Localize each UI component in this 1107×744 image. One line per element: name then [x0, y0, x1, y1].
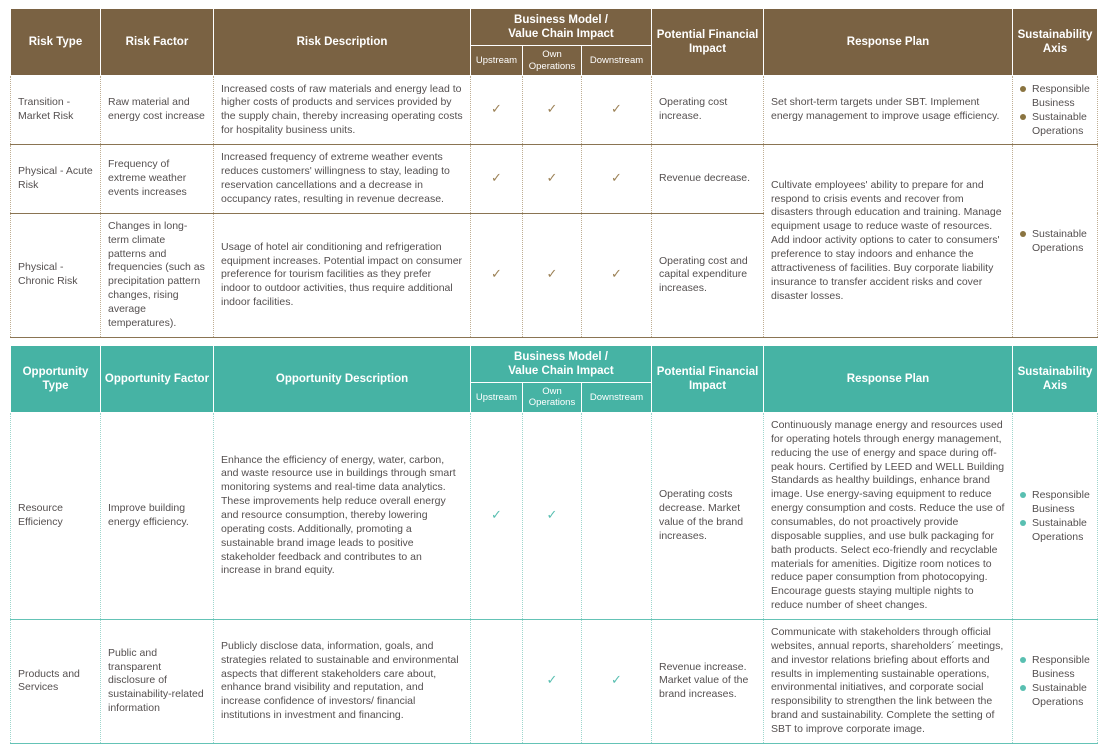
risk-table-header: [11, 9, 1098, 76]
check-icon: ✓: [491, 266, 502, 282]
check-icon: ✓: [491, 101, 502, 117]
risk-factor-cell: Changes in long-term climate patterns and frequencies (such as precipitation pattern changes, rising average temperatures).: [101, 213, 214, 337]
table-row: [11, 76, 1098, 145]
impact-group-line1: Business Model /: [514, 14, 608, 26]
impact-group-line1: Business Model /: [514, 350, 608, 363]
header-response-plan: Response Plan: [764, 9, 1013, 76]
own-operations-line2: Operations: [528, 60, 576, 72]
axis-item: Responsible Business: [1020, 653, 1090, 681]
financial-impact-cell: Revenue decrease.: [652, 145, 764, 213]
axis-item: Responsible Business: [1020, 82, 1090, 110]
header-risk-type: Risk Type: [11, 9, 101, 76]
check-icon: ✓: [546, 672, 558, 688]
own-operations-cell: [523, 619, 582, 743]
check-icon: ✓: [491, 507, 502, 523]
sustainability-axis-cell: [1013, 145, 1098, 337]
opportunity-type-cell: Products and Services: [11, 619, 101, 743]
check-icon: ✓: [546, 266, 558, 282]
risk-factor-cell: Raw material and energy cost increase: [101, 76, 214, 145]
impact-group-line2: Value Chain Impact: [508, 364, 614, 377]
upstream-cell: [471, 145, 523, 213]
header-own-operations: [523, 382, 582, 412]
axis-item: Sustainable Operations: [1020, 516, 1090, 544]
header-potential-financial-impact: [652, 345, 764, 412]
risk-table-body: [11, 76, 1098, 338]
header-response-plan: Response Plan: [764, 345, 1013, 412]
risk-type-cell: Transition - Market Risk: [11, 76, 101, 145]
financial-impact-cell: Operating cost increase.: [652, 76, 764, 145]
opportunity-factor-cell: Improve building energy efficiency.: [101, 412, 214, 619]
upstream-cell: [471, 213, 523, 337]
own-operations-cell: [523, 412, 582, 619]
response-plan-cell: Communicate with stakeholders through official websites, annual reports, shareholders´ meetings, and investor relations briefing about efforts and results in implementing sustainable operations, environmental initiatives, and corporate social responsibility to strengthen the link between the brand and sustainability. Complete the setting of SBT to improve corporate image.: [764, 619, 1013, 743]
header-upstream: Upstream: [471, 46, 523, 76]
axis-list: [1020, 653, 1090, 709]
opportunity-description-cell: Publicly disclose data, information, goals, and strategies related to sustainable and environmental aspects that different stakeholders care about, enhance brand visibility and reputation, and increase confidence of investors/ financial institutions in investment and financing.: [214, 619, 471, 743]
risk-description-cell: Increased costs of raw materials and energy lead to higher costs of products and services provided by the supply chain, thereby increasing operating costs for hospitality business units.: [214, 76, 471, 145]
table-separator: [10, 338, 1097, 345]
financial-line2: Impact: [688, 43, 727, 56]
axis-item: Sustainable Operations: [1020, 227, 1090, 255]
header-business-model-value-chain-impact: [471, 9, 652, 46]
check-icon: ✓: [611, 170, 622, 186]
climate-opportunity-table: [10, 345, 1098, 744]
response-plan-cell: Set short-term targets under SBT. Implement energy management to improve usage efficiency.: [764, 76, 1013, 145]
sustainability-axis-cell: [1013, 619, 1098, 743]
header-opportunity-type: [11, 345, 101, 412]
opportunity-table-header: [11, 345, 1098, 412]
risk-description-cell: Increased frequency of extreme weather events reduces customers' willingness to stay, leading to reservation cancellations and a decrease in occupancy rates, resulting in revenue decrease.: [214, 145, 471, 213]
axis-line1: Sustainability: [1017, 29, 1093, 42]
axis-line2: Axis: [1042, 379, 1068, 392]
header-own-operations: [523, 46, 582, 76]
opportunity-description-cell: Enhance the efficiency of energy, water, carbon, and waste resource use in buildings through smart monitoring systems and real-time data analytics. These improvements help reduce overall energy and resource consumption, thereby lowering operating costs. Additionally, promoting a sustainable brand image leads to positive stakeholder feedback and contributes to an increase in brand equity.: [214, 412, 471, 619]
response-plan-cell: Continuously manage energy and resources used for operating hotels through energy management, reducing the use of energy and space during off-peak hours. Certified by LEED and WELL Building Standards as healthy buildings, enhance brand image. Use energy-saving equipment to reduce energy consumption and costs. Reduce the use of consumables, do not proactively provide disposable supplies, and use bulk packaging for bath products. Select eco-friendly and recyclable materials for amenities. Digitize room notices to reduce paper consumption from photocopying. Encourage guests staying multiple nights to reduce number of sheet changes.: [764, 412, 1013, 619]
sustainability-axis-cell: [1013, 412, 1098, 619]
axis-line1: Sustainability: [1017, 365, 1093, 378]
own-operations-cell: [523, 76, 582, 145]
financial-impact-cell: Operating costs decrease. Market value of the brand increases.: [652, 412, 764, 619]
risk-type-cell: Physical - Acute Risk: [11, 145, 101, 213]
header-risk-factor: Risk Factor: [101, 9, 214, 76]
downstream-cell: [582, 76, 652, 145]
risk-factor-cell: Frequency of extreme weather events increases: [101, 145, 214, 213]
check-icon: ✓: [611, 672, 622, 688]
financial-line2: Impact: [688, 379, 727, 392]
financial-line1: Potential Financial: [656, 365, 759, 378]
check-icon: ✓: [546, 170, 558, 186]
check-icon: ✓: [491, 170, 502, 186]
opportunity-factor-cell: Public and transparent disclosure of sustainability-related information: [101, 619, 214, 743]
header-sustainability-axis: [1013, 9, 1098, 76]
axis-list: [1020, 488, 1090, 544]
header-downstream: Downstream: [582, 46, 652, 76]
impact-group-line2: Value Chain Impact: [508, 28, 614, 41]
own-operations-cell: [523, 145, 582, 213]
check-icon: ✓: [611, 266, 622, 282]
opportunity-table-body: [11, 412, 1098, 743]
response-plan-cell: Cultivate employees' ability to prepare for and respond to crisis events and recover from disasters through education and training. Manage equipment usage to reduce waste of resources. Add indoor activity options to cater to consumers' preference to stay indoors and enhance the attractiveness of facilities. Buy corporate liability insurance to transfer accident risks and cover disaster losses.: [764, 145, 1013, 337]
check-icon: ✓: [546, 101, 558, 117]
opportunity-type-line1: Opportunity: [22, 365, 89, 378]
climate-risk-table: [10, 8, 1098, 338]
header-downstream: Downstream: [582, 382, 652, 412]
header-opportunity-description: Opportunity Description: [214, 345, 471, 412]
table-row: [11, 412, 1098, 619]
upstream-cell: [471, 76, 523, 145]
axis-item: Sustainable Operations: [1020, 681, 1090, 709]
risk-type-cell: Physical - Chronic Risk: [11, 213, 101, 337]
opportunity-type-cell: Resource Efficiency: [11, 412, 101, 619]
header-risk-description: Risk Description: [214, 9, 471, 76]
downstream-cell: [582, 145, 652, 213]
downstream-cell: [582, 213, 652, 337]
header-sustainability-axis: [1013, 345, 1098, 412]
risk-description-cell: Usage of hotel air conditioning and refrigeration equipment increases. Potential impact on consumer preference for tourism facilities as they prefer indoor to outdoor activities, thus require additional indoor facilities.: [214, 213, 471, 337]
check-icon: ✓: [546, 507, 558, 523]
axis-list: [1020, 227, 1090, 255]
financial-line1: Potential Financial: [656, 29, 759, 42]
financial-impact-cell: Operating cost and capital expenditure increases.: [652, 213, 764, 337]
own-operations-cell: [523, 213, 582, 337]
opportunity-type-line2: Type: [42, 379, 69, 392]
axis-list: [1020, 82, 1090, 138]
downstream-cell: [582, 619, 652, 743]
own-operations-line2: Operations: [528, 397, 576, 409]
own-operations-line1: Own: [542, 49, 562, 61]
header-potential-financial-impact: [652, 9, 764, 76]
check-icon: ✓: [611, 101, 622, 117]
table-row: [11, 145, 1098, 213]
axis-item: Responsible Business: [1020, 488, 1090, 516]
upstream-cell: [471, 619, 523, 743]
header-business-model-value-chain-impact: [471, 345, 652, 382]
table-row: [11, 619, 1098, 743]
upstream-cell: [471, 412, 523, 619]
own-operations-line1: Own: [542, 385, 562, 397]
sustainability-axis-cell: [1013, 76, 1098, 145]
axis-item: Sustainable Operations: [1020, 110, 1090, 138]
header-upstream: Upstream: [471, 382, 523, 412]
financial-impact-cell: Revenue increase. Market value of the brand increases.: [652, 619, 764, 743]
downstream-cell: [582, 412, 652, 619]
header-opportunity-factor: Opportunity Factor: [101, 345, 214, 412]
axis-line2: Axis: [1042, 43, 1068, 56]
